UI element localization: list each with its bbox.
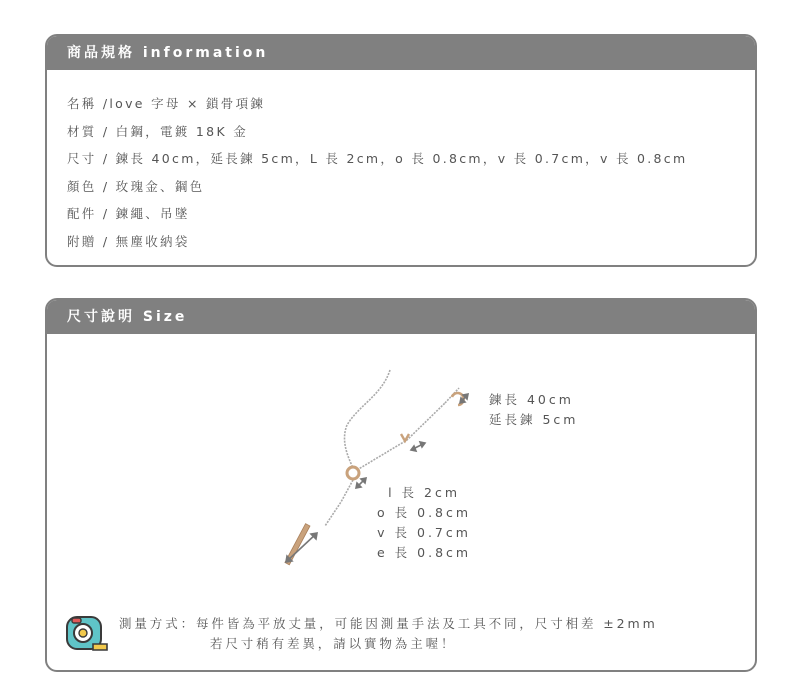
measurement-note <box>119 614 658 654</box>
spec-header: 商品規格 information <box>47 36 755 70</box>
o-charm <box>347 467 359 479</box>
tape-measure-icon <box>63 614 109 654</box>
spec-dimensions: 尺寸 / 鍊長 40cm，延長鍊 5cm，L 長 2cm，o 長 0.8cm，v 長 0.7cm，v 長 0.8cm <box>67 151 688 167</box>
v-length: v 長 0.7cm <box>377 525 471 540</box>
chain-length: 鍊長 40cm <box>489 392 574 407</box>
chain-length-label <box>489 390 578 430</box>
spec-name: 名稱 /love 字母 × 鎖骨項鍊 <box>67 96 266 111</box>
spec-color: 顏色 / 玫瑰金、鋼色 <box>67 178 205 194</box>
necklace-chain <box>345 370 390 468</box>
extension-length: 延長鍊 5cm <box>489 412 579 427</box>
note-line-2: 若尺寸稍有差異，請以實物為主喔！ <box>210 636 457 651</box>
letter-size-label <box>377 483 471 563</box>
spec-gift: 附贈 / 無塵收納袋 <box>67 233 190 249</box>
spec-material: 材質 / 白鋼，電鍍 18K 金 <box>67 123 249 139</box>
product-spec-card <box>45 34 757 267</box>
drop-chain <box>325 480 353 526</box>
note-line-1: 測量方式：每件皆為平放丈量，可能因測量手法及工具不同，尺寸相差 ±2mm <box>119 616 658 631</box>
size-header: 尺寸說明 Size <box>47 300 755 334</box>
spec-accessories: 配件 / 鍊繩、吊墜 <box>67 206 190 222</box>
o-length: o 長 0.8cm <box>377 505 472 520</box>
necklace-chain-right <box>357 403 445 470</box>
spec-list <box>67 90 687 256</box>
l-length: l 長 2cm <box>388 485 460 500</box>
e-length: e 長 0.8cm <box>377 545 472 560</box>
size-guide-card <box>45 298 757 672</box>
